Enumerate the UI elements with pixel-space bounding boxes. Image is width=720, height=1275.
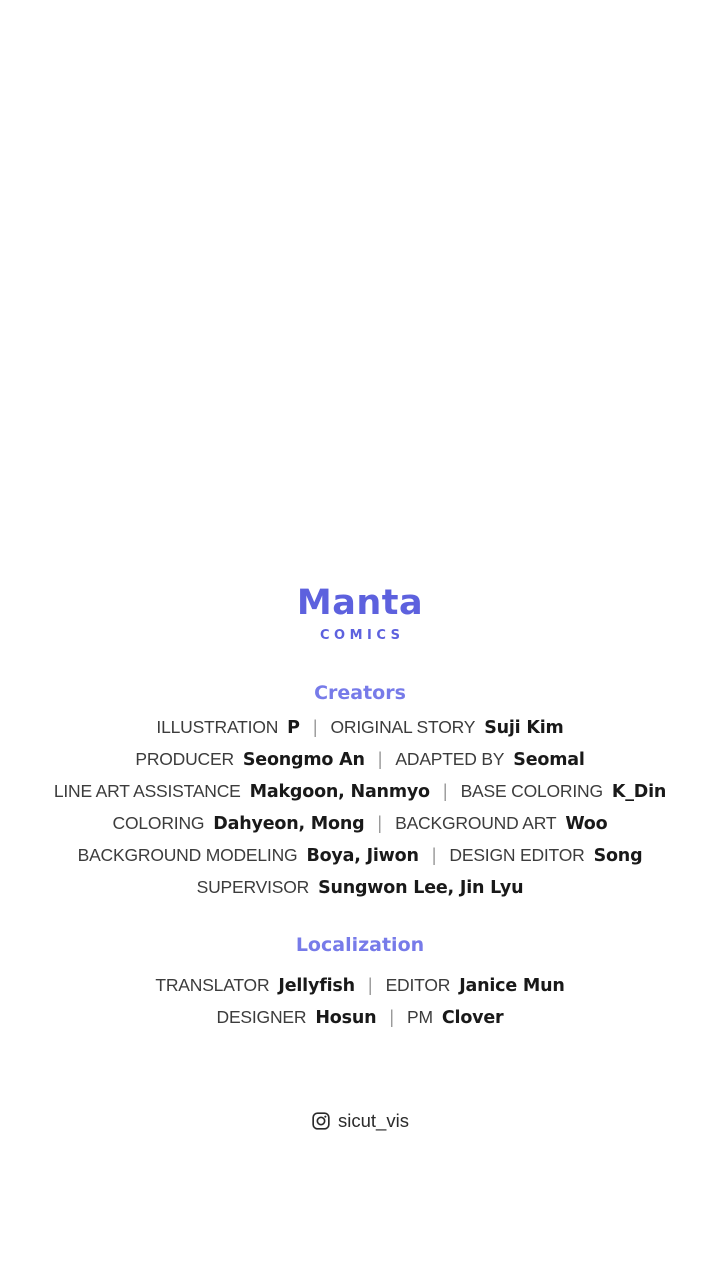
- credit-names: Woo: [565, 814, 608, 834]
- credit-names: Boya, Jiwon: [306, 846, 419, 866]
- credit-names: Makgoon, Nanmyo: [249, 782, 430, 802]
- credit-names: Seongmo An: [242, 750, 365, 770]
- credit-names: Song: [593, 846, 643, 866]
- credit-names: P: [287, 718, 300, 738]
- credit-line: [0, 1001, 720, 1033]
- credit-role: LINE ART ASSISTANCE: [53, 781, 241, 801]
- credit-names: Dahyeon, Mong: [213, 814, 365, 834]
- separator: |: [389, 1007, 395, 1027]
- credit-names: Suji Kim: [484, 718, 564, 738]
- separator: |: [367, 975, 373, 995]
- credit-names: Seomal: [513, 750, 585, 770]
- section-localization: [0, 933, 720, 1033]
- credit-role: TRANSLATOR: [155, 975, 270, 995]
- credit-line: [0, 969, 720, 1001]
- section-creators: [0, 681, 720, 903]
- instagram-icon: [311, 1111, 331, 1131]
- credit-line: [0, 743, 720, 775]
- credit-role: EDITOR: [385, 975, 451, 995]
- credit-names: K_Din: [611, 782, 667, 802]
- separator: |: [312, 717, 318, 737]
- section-heading: Creators: [314, 682, 406, 704]
- credit-role: BASE COLORING: [460, 781, 603, 801]
- credit-role: DESIGNER: [216, 1007, 307, 1027]
- credit-role: BACKGROUND ART: [395, 813, 557, 833]
- credit-role: PM: [407, 1007, 433, 1027]
- credit-names: Jellyfish: [278, 976, 355, 996]
- sections: [0, 681, 720, 1033]
- credit-names: Sungwon Lee, Jin Lyu: [318, 878, 524, 898]
- credit-role: SUPERVISOR: [196, 877, 310, 897]
- separator: |: [377, 749, 383, 769]
- credit-role: COLORING: [112, 813, 205, 833]
- credit-role: ORIGINAL STORY: [330, 717, 476, 737]
- section-heading: Localization: [295, 934, 425, 956]
- instagram-handle-row: [0, 1110, 720, 1132]
- brand-subtitle: COMICS: [319, 628, 405, 643]
- credit-line: [0, 871, 720, 903]
- credit-role: ILLUSTRATION: [156, 717, 279, 737]
- credit-line: [0, 711, 720, 743]
- separator: |: [442, 781, 448, 801]
- credit-names: Janice Mun: [459, 976, 565, 996]
- credit-names: Hosun: [315, 1008, 377, 1028]
- credit-names: Clover: [441, 1008, 504, 1028]
- manta-logo: Manta: [296, 583, 424, 623]
- credit-line: [0, 807, 720, 839]
- credit-role: DESIGN EDITOR: [449, 845, 585, 865]
- credit-line: [0, 839, 720, 871]
- brand-block: [0, 583, 720, 643]
- separator: |: [431, 845, 437, 865]
- credit-role: PRODUCER: [135, 749, 234, 769]
- credit-role: BACKGROUND MODELING: [77, 845, 298, 865]
- credit-role: ADAPTED BY: [395, 749, 505, 769]
- separator: |: [377, 813, 383, 833]
- credit-line: [0, 775, 720, 807]
- instagram-handle: sicut_vis: [338, 1110, 409, 1131]
